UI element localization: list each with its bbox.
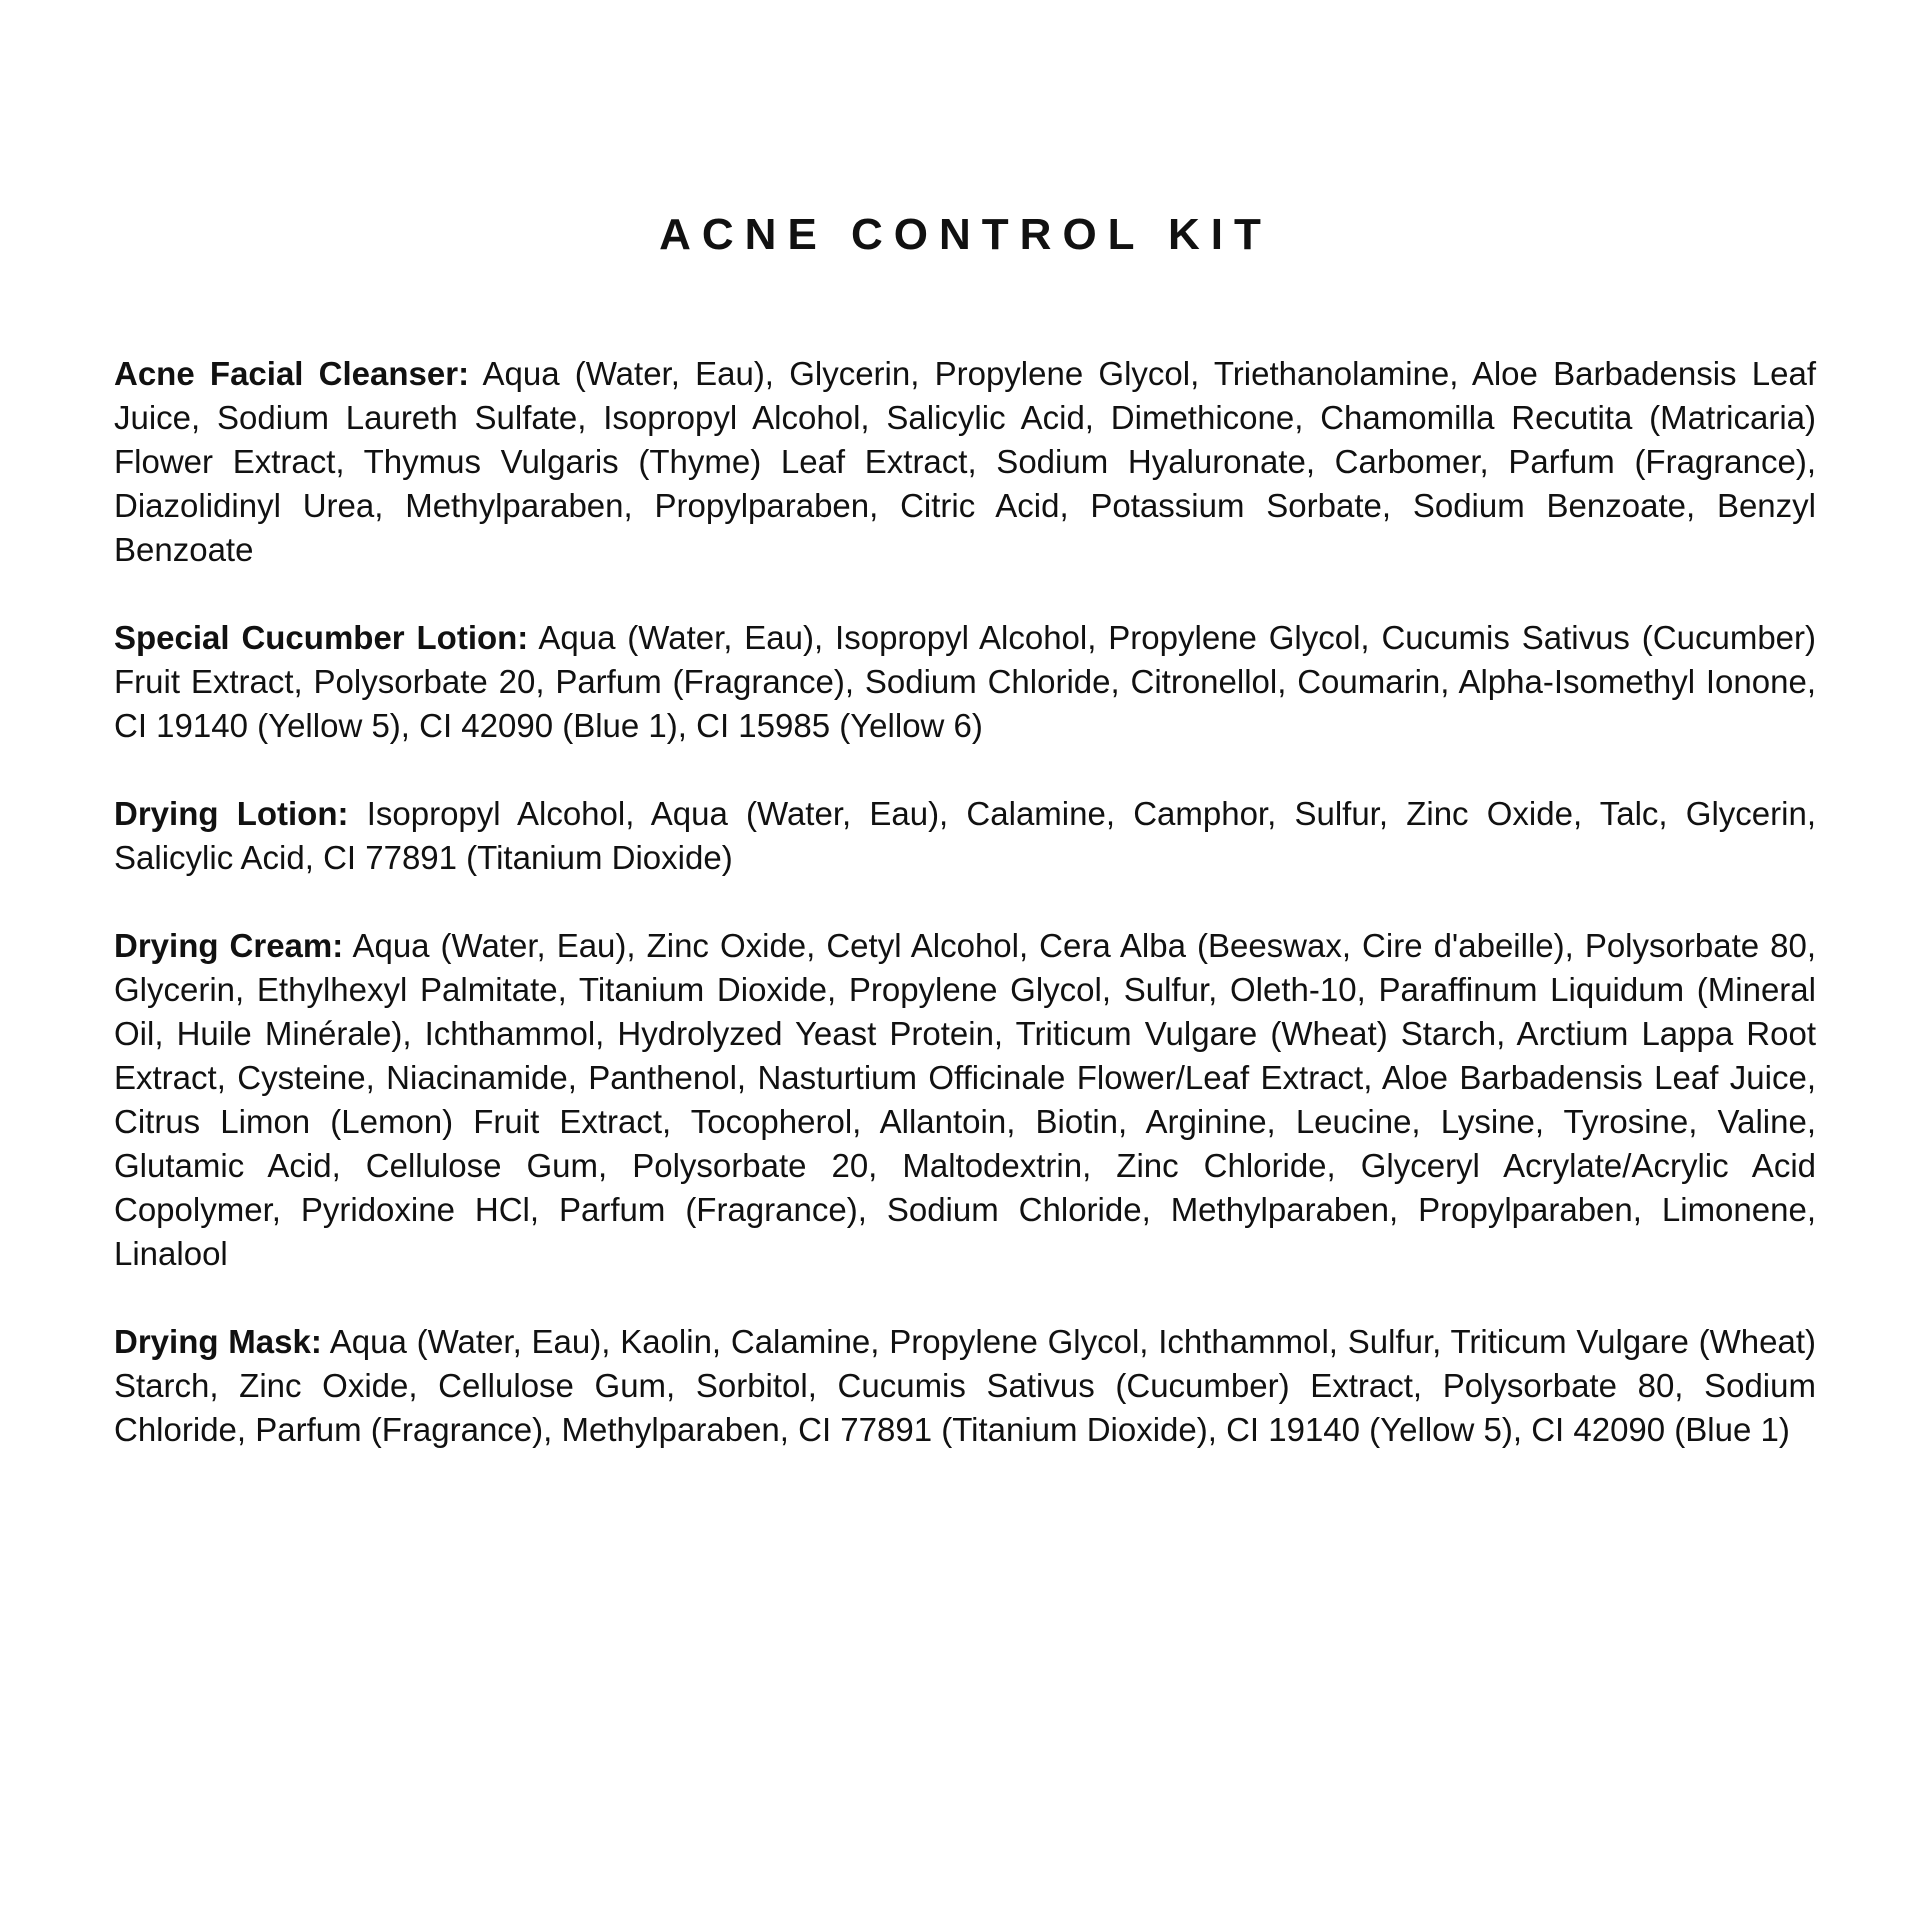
- section-label: Special Cucumber Lotion:: [114, 619, 529, 656]
- section-label: Drying Mask:: [114, 1323, 322, 1360]
- section-label: Drying Cream:: [114, 927, 344, 964]
- section-label: Drying Lotion:: [114, 795, 349, 832]
- section-label: Acne Facial Cleanser:: [114, 355, 470, 392]
- page-title: ACNE CONTROL KIT: [659, 210, 1272, 259]
- ingredient-section-drying-cream: [114, 924, 1816, 1276]
- section-ingredients: Aqua (Water, Eau), Kaolin, Calamine, Propylene Glycol, Ichthammol, Sulfur, Triticum Vulgare (Wheat) Starch, Zinc Oxide, Cellulose Gum, Sorbitol, Cucumis Sativus (Cucumber) Extract, Polysorbate 80, Sodium Chloride, Parfum (Fragrance), Methylparaben, CI 77891 (Titanium Dioxide), CI 19140 (Yellow 5), CI 42090 (Blue 1): [114, 1323, 1816, 1448]
- section-ingredients: Isopropyl Alcohol, Aqua (Water, Eau), Calamine, Camphor, Sulfur, Zinc Oxide, Talc, Glycerin, Salicylic Acid, CI 77891 (Titanium Dioxide): [114, 795, 1816, 876]
- ingredient-section-drying-lotion: [114, 792, 1816, 880]
- ingredient-section-drying-mask: [114, 1320, 1816, 1452]
- ingredient-sections: [114, 352, 1816, 1496]
- section-ingredients: Aqua (Water, Eau), Glycerin, Propylene Glycol, Triethanolamine, Aloe Barbadensis Leaf Juice, Sodium Laureth Sulfate, Isopropyl Alcohol, Salicylic Acid, Dimethicone, Chamomilla Recutita (Matricaria) Flower Extract, Thymus Vulgaris (Thyme) Leaf Extract, Sodium Hyaluronate, Carbomer, Parfum (Fragrance), Diazolidinyl Urea, Methylparaben, Propylparaben, Citric Acid, Potassium Sorbate, Sodium Benzoate, Benzyl Benzoate: [114, 355, 1816, 568]
- ingredient-section-acne-facial-cleanser: [114, 352, 1816, 572]
- section-ingredients: Aqua (Water, Eau), Isopropyl Alcohol, Propylene Glycol, Cucumis Sativus (Cucumber) Fruit Extract, Polysorbate 20, Parfum (Fragrance), Sodium Chloride, Citronellol, Coumarin, Alpha-Isomethyl Ionone, CI 19140 (Yellow 5), CI 42090 (Blue 1), CI 15985 (Yellow 6): [114, 619, 1817, 744]
- section-ingredients: Aqua (Water, Eau), Zinc Oxide, Cetyl Alcohol, Cera Alba (Beeswax, Cire d'abeille), Polysorbate 80, Glycerin, Ethylhexyl Palmitate, Titanium Dioxide, Propylene Glycol, Sulfur, Oleth-10, Paraffinum Liquidum (Mineral Oil, Huile Minérale), Ichthammol, Hydrolyzed Yeast Protein, Triticum Vulgare (Wheat) Starch, Arctium Lappa Root Extract, Cysteine, Niacinamide, Panthenol, Nasturtium Officinale Flower/Leaf Extract, Aloe Barbadensis Leaf Juice, Citrus Limon (Lemon) Fruit Extract, Tocopherol, Allantoin, Biotin, Arginine, Leucine, Lysine, Tyrosine, Valine, Glutamic Acid, Cellulose Gum, Polysorbate 20, Maltodextrin, Zinc Chloride, Glyceryl Acrylate/Acrylic Acid Copolymer, Pyridoxine HCl, Parfum (Fragrance), Sodium Chloride, Methylparaben, Propylparaben, Limonene, Linalool: [114, 927, 1816, 1272]
- ingredient-section-special-cucumber-lotion: [114, 616, 1816, 748]
